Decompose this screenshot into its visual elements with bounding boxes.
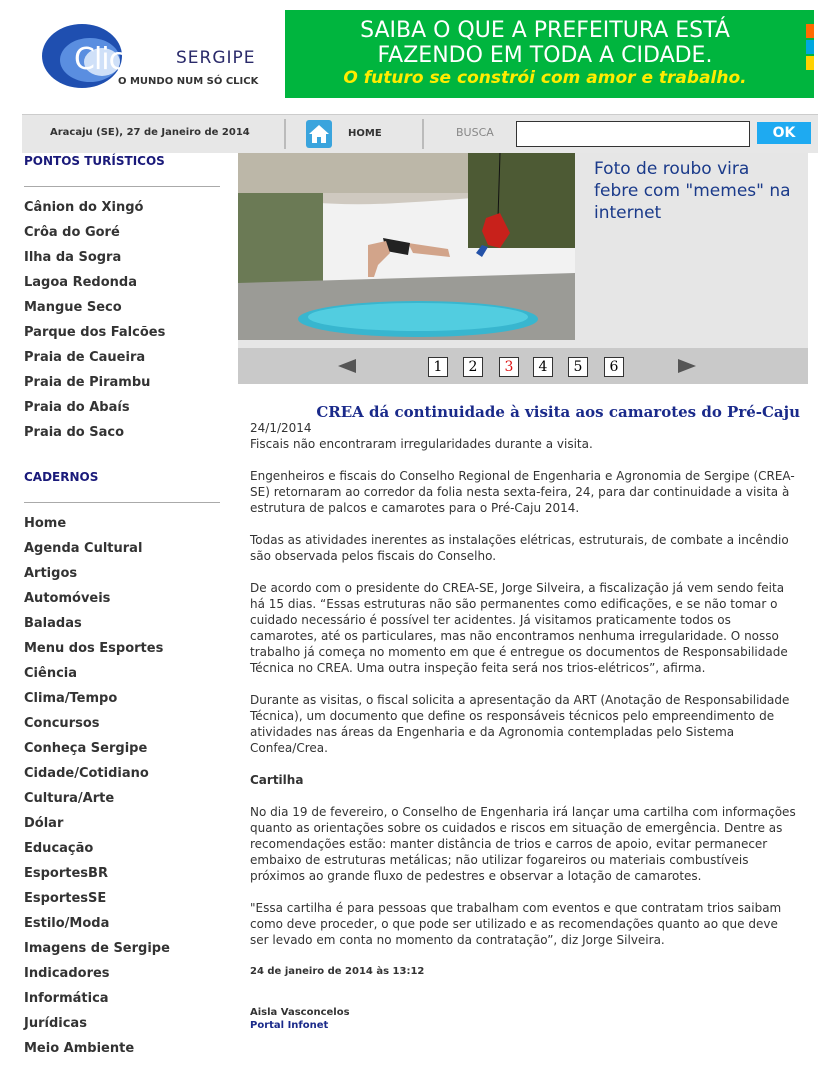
logo-sergipe-text: SERGIPE	[176, 48, 256, 68]
sidebar-link-section[interactable]: Baladas	[24, 616, 82, 631]
sidebar-link-section[interactable]: Meio Ambiente	[24, 1041, 135, 1056]
article-title: CREA dá continuidade à visita aos camarotes do Pré-Caju	[316, 403, 800, 421]
next-arrow-icon[interactable]	[678, 359, 696, 373]
stripe-2	[806, 40, 814, 54]
article-timestamp: 24 de janeiro de 2014 às 13:12	[250, 966, 425, 977]
sidebar-link-section[interactable]: Cidade/Cotidiano	[24, 766, 149, 781]
tourist-spots-list	[24, 200, 220, 450]
stripe-3	[806, 56, 814, 70]
featured-slider	[238, 153, 808, 384]
logo-slogan: O MUNDO NUM SÓ CLICK	[118, 76, 259, 87]
search-input[interactable]	[516, 121, 750, 147]
slide-page-4[interactable]: 4	[533, 357, 553, 377]
sidebar-link-section[interactable]: EsportesBR	[24, 866, 108, 881]
sidebar-link-tourist[interactable]: Praia de Pirambu	[24, 375, 151, 390]
sidebar-link-section[interactable]: Indicadores	[24, 966, 110, 981]
sidebar-link-section[interactable]: EsportesSE	[24, 891, 107, 906]
nav-divider	[422, 119, 424, 149]
home-link[interactable]: HOME	[348, 128, 382, 139]
banner-line-1: SAIBA O QUE A PREFEITURA ESTÁ	[360, 18, 730, 43]
sidebar-link-section[interactable]: Jurídicas	[24, 1016, 87, 1031]
sidebar	[24, 154, 220, 1066]
sidebar-link-section[interactable]: Menu dos Esportes	[24, 641, 164, 656]
article-paragraph: De acordo com o presidente do CREA-SE, Jorge Silveira, a fiscalização já vem sendo feita há 15 dias. “Essas estruturas não são permanentes como edificações, e se não tomar o cuidado necessário é possível ter acidentes. Já visitamos praticamente todos os camarotes, até os particulares, mas não encontramos nenhuma irregularidade. O nosso trabalho já começa no momento em que é entregue os documentos de Responsabilidade Técnica no CREA. Uma outra inspeção feita será nos trios-elétricos”, afirma.	[250, 581, 788, 675]
sidebar-divider	[24, 502, 220, 503]
sidebar-link-tourist[interactable]: Lagoa Redonda	[24, 275, 137, 290]
tourist-spots-heading: PONTOS TURÍSTICOS	[24, 154, 165, 168]
top-navbar	[22, 114, 818, 153]
prefeitura-banner[interactable]	[285, 10, 814, 98]
sidebar-link-tourist[interactable]: Ilha da Sogra	[24, 250, 122, 265]
sidebar-link-section[interactable]: Imagens de Sergipe	[24, 941, 170, 956]
slide-page-1[interactable]: 1	[428, 357, 448, 377]
banner-line-2: FAZENDO EM TODA A CIDADE.	[377, 43, 713, 68]
sidebar-link-section[interactable]: Informática	[24, 991, 109, 1006]
slide-page-6[interactable]: 6	[604, 357, 624, 377]
sidebar-link-tourist[interactable]: Praia do Saco	[24, 425, 125, 440]
sidebar-link-section[interactable]: Automóveis	[24, 591, 111, 606]
sidebar-link-tourist[interactable]: Crôa do Goré	[24, 225, 120, 240]
stripe-4	[806, 72, 814, 86]
article-source-link[interactable]: Portal Infonet	[250, 1020, 329, 1031]
search-ok-button[interactable]: OK	[757, 122, 811, 144]
article-date: 24/1/2014	[250, 421, 312, 435]
sidebar-link-tourist[interactable]: Praia do Abaís	[24, 400, 130, 415]
sidebar-link-section[interactable]: Agenda Cultural	[24, 541, 143, 556]
featured-photo[interactable]	[238, 153, 575, 340]
article-subtitle: Fiscais não encontraram irregularidades durante a visita.	[250, 437, 593, 451]
sidebar-link-section[interactable]: Clima/Tempo	[24, 691, 118, 706]
article-author: Aisla Vasconcelos	[250, 1007, 350, 1018]
nav-divider	[284, 119, 286, 149]
sidebar-link-section[interactable]: Educação	[24, 841, 94, 856]
article-paragraph: No dia 19 de fevereiro, o Conselho de Engenharia irá lançar uma cartilha com informações quanto as orientações sobre os cuidados e riscos em situação de emergência. Dentre as recomendações estão: manter distância de trios e carros de apoio, evitar permanecer embaixo de estruturas metálicas; não utilizar fogareiros ou materiais combustíveis próximos ao grande fluxo de pedestres e observar a lotação de camarotes.	[250, 805, 796, 883]
sidebar-link-section[interactable]: Ciência	[24, 666, 78, 681]
sections-list	[24, 516, 220, 1066]
banner-line-3: O futuro se constrói com amor e trabalho.	[343, 68, 747, 88]
logo-click-text: Click	[74, 42, 141, 77]
slide-page-5[interactable]: 5	[568, 357, 588, 377]
article-subheading: Cartilha	[250, 773, 304, 787]
sidebar-link-tourist[interactable]: Praia de Caueira	[24, 350, 146, 365]
banner-stripes	[806, 24, 814, 88]
sidebar-link-tourist[interactable]: Cânion do Xingó	[24, 200, 144, 215]
slide-page-3[interactable]: 3	[499, 357, 519, 377]
sidebar-link-section[interactable]: Artigos	[24, 566, 78, 581]
sidebar-link-tourist[interactable]: Mangue Seco	[24, 300, 122, 315]
slide-page-2[interactable]: 2	[463, 357, 483, 377]
sidebar-link-section[interactable]: Home	[24, 516, 67, 531]
article-paragraph: "Essa cartilha é para pessoas que trabalham com eventos e que contratam trios saibam como deve proceder, o que pode ser utilizado e as recomendações quanto ao que deve ser levado em conta no momento da contratação”, diz Jorge Silveira.	[250, 901, 782, 947]
article	[250, 404, 800, 1032]
slider-pagination	[238, 348, 808, 384]
prev-arrow-icon[interactable]	[338, 359, 356, 373]
sidebar-link-section[interactable]: Conheça Sergipe	[24, 741, 148, 756]
sidebar-divider	[24, 186, 220, 187]
slide-headline[interactable]: Foto de roubo vira febre com "memes" na internet	[594, 159, 791, 223]
sidebar-link-tourist[interactable]: Parque dos Falcões	[24, 325, 166, 340]
article-paragraph: Durante as visitas, o fiscal solicita a apresentação da ART (Anotação de Responsabilidade Técnica), um documento que define os responsáveis técnicos pelo empreendimento de atividades nas áreas da Engenharia e da Agronomia contempladas pelo Sistema Confea/Crea.	[250, 693, 790, 755]
sidebar-link-section[interactable]: Concursos	[24, 716, 100, 731]
sidebar-link-section[interactable]: Dólar	[24, 816, 64, 831]
article-paragraph: Todas as atividades inerentes as instalações elétricas, estruturais, de combate a incêndio são observada pelos fiscais do Conselho.	[250, 533, 789, 563]
sections-heading: CADERNOS	[24, 470, 99, 484]
current-date: Aracaju (SE), 27 de Janeiro de 2014	[50, 127, 250, 138]
search-label: BUSCA	[456, 126, 494, 139]
sidebar-link-section[interactable]: Cultura/Arte	[24, 791, 115, 806]
home-icon[interactable]	[306, 120, 332, 148]
article-paragraph: Engenheiros e fiscais do Conselho Regional de Engenharia e Agronomia de Sergipe (CREA-SE) retornaram ao corredor da folia nesta sexta-feira, 24, para dar continuidade a visita à estrutura de palcos e camarotes para o Pré-Caju 2014.	[250, 469, 795, 515]
site-logo[interactable]	[40, 18, 270, 98]
stripe-1	[806, 24, 814, 38]
sidebar-link-section[interactable]: Estilo/Moda	[24, 916, 110, 931]
